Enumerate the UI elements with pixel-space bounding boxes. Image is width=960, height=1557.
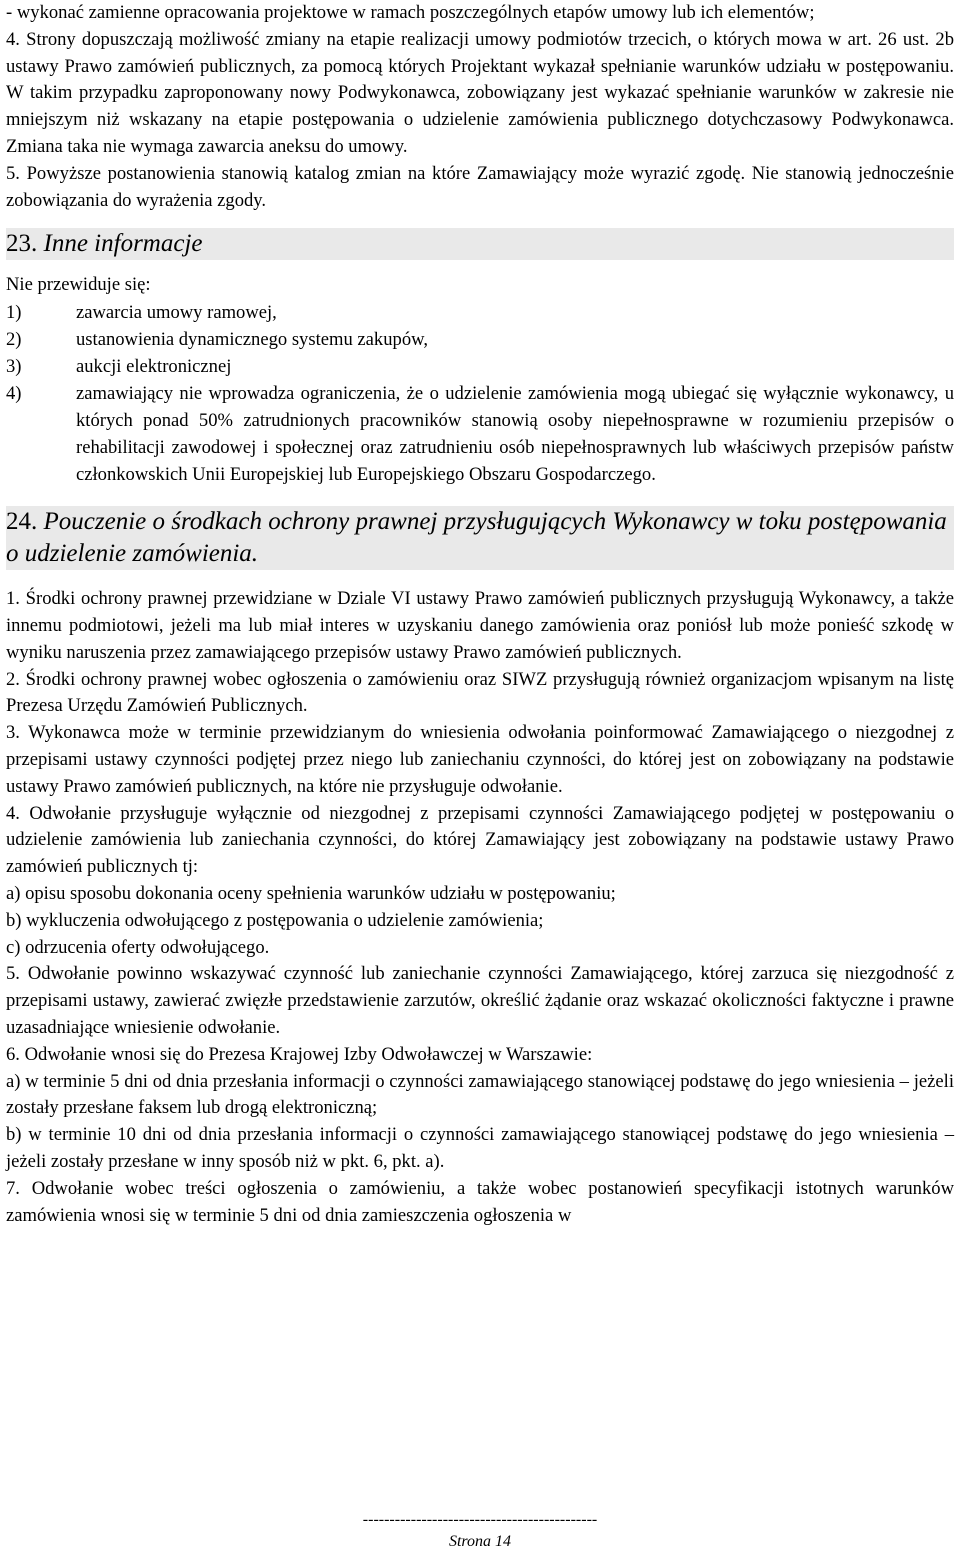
list-item — [6, 353, 954, 380]
paragraph: 5. Powyższe postanowienia stanowią katalog zmian na które Zamawiający może wyrazić zgodę. Nie stanowią jednocześnie zobowiązania do wyrażenia zgody. — [6, 162, 954, 211]
section-title: Inne informacje — [43, 230, 203, 258]
list-item — [6, 326, 954, 353]
section-heading-24 — [6, 506, 954, 570]
list-item — [6, 299, 954, 326]
paragraph: Nie przewiduje się: — [6, 274, 151, 296]
list-item-text: aukcji elektronicznej — [76, 356, 232, 378]
list-item-text: ustanowienia dynamicznego systemu zakupów, — [76, 329, 428, 351]
paragraph: 2. Środki ochrony prawnej wobec ogłoszenia o zamówieniu oraz SIWZ przysługują również organizacjom wpisanym na listę Prezesa Urzędu Zamówień Publicznych. — [6, 668, 954, 717]
list-marker: 3) — [6, 356, 22, 378]
list-item-text: zawarcia umowy ramowej, — [76, 302, 277, 324]
paragraph: 1. Środki ochrony prawnej przewidziane w Dziale VI ustawy Prawo zamówień publicznych przysługują Wykonawcy, a także innemu podmiotowi, jeżeli ma lub miał interes w uzyskaniu danego zamówienia oraz poniósł lub może ponieść szkodę w wyniku naruszenia przez zamawiającego przepisów ustawy Prawo zamówień publicznych. — [6, 588, 954, 663]
paragraph: a) w terminie 5 dni od dnia przesłania informacji o czynności zamawiającego stanowiącej podstawę do jego wniesienia – jeżeli zostały przesłane faksem lub drogą elektroniczną; — [6, 1070, 954, 1119]
footer-separator: -------------------------------------------- — [362, 1511, 598, 1528]
list-marker: 1) — [6, 302, 22, 324]
paragraph: - wykonać zamienne opracowania projektowe w ramach poszczególnych etapów umowy lub ich elementów; — [6, 2, 815, 23]
list-item — [6, 380, 954, 488]
paragraph: b) wykluczenia odwołującego z postępowania o udzielenie zamówienia; — [6, 909, 544, 931]
paragraph: 4. Odwołanie przysługuje wyłącznie od niezgodnej z przepisami czynności Zamawiającego podjętej w postępowaniu o udzielenie zamówienia lub zaniechania czynności, do której Zamawiający jest zobowiązany na podstawie ustawy Prawo zamówień publicznych tj: — [6, 802, 954, 878]
paragraph: c) odrzucenia oferty odwołującego. — [6, 936, 270, 958]
section-number: 23. — [6, 230, 38, 258]
paragraph: b) w terminie 10 dni od dnia przesłania informacji o czynności zamawiającego stanowiącej podstawę do jego wniesienia – jeżeli zostały przesłane w inny sposób niż w pkt. 6, pkt. a). — [6, 1124, 954, 1172]
paragraph: a) opisu sposobu dokonania oceny spełnienia warunków udziału w postępowaniu; — [6, 882, 616, 904]
section-number: 24. — [6, 508, 38, 536]
paragraph: 6. Odwołanie wnosi się do Prezesa Krajowej Izby Odwoławczej w Warszawie: — [6, 1043, 593, 1065]
paragraph: 7. Odwołanie wobec treści ogłoszenia o zamówieniu, a także wobec postanowień specyfikacji istotnych warunków zamówienia wnosi się w terminie 5 dni od dnia zamieszczenia ogłoszenia w — [6, 1177, 954, 1226]
numbered-list — [6, 299, 954, 488]
paragraph: 5. Odwołanie powinno wskazywać czynność lub zaniechanie czynności Zamawiającego, której zarzuca się niezgodność z przepisami ustawy, zawierać zwięzłe przedstawienie zarzutów, określić żądanie oraz wskazać okoliczności faktyczne i prawne uzasadniające wniesienie odwołanie. — [6, 963, 954, 1038]
document-page — [6, 0, 954, 1229]
section-heading-23 — [6, 228, 954, 260]
page-footer — [0, 1509, 960, 1553]
paragraph: 3. Wykonawca może w terminie przewidzianym do wniesienia odwołania poinformować Zamawiającego o niezgodnej z przepisami ustawy czynności podjętej przez niego lub zaniechaniu czynności, do której jest on zobowiązany na podstawie ustawy Prawo zamówień publicznych, na które nie przysługuje odwołanie. — [6, 722, 954, 797]
page-number: Strona 14 — [448, 1533, 512, 1550]
section-title: Pouczenie o środkach ochrony prawnej przysługujących Wykonawcy w toku postępowania o udzielenie zamówienia. — [6, 508, 947, 568]
list-item-text: zamawiający nie wprowadza ograniczenia, że o udzielenie zamówienia mogą ubiegać się wyłącznie wykonawcy, u których ponad 50% zatrudnionych pracowników stanowią osoby niepełnosprawne w rozumieniu przepisów o rehabilitacji zawodowej i społecznej oraz zatrudnieniu osób niepełnosprawnych lub właściwych przepisów państw członkowskich Unii Europejskiej lub Europejskiego Obszaru Gospodarczego. — [76, 383, 954, 486]
list-marker: 4) — [6, 383, 22, 405]
paragraph: 4. Strony dopuszczają możliwość zmiany na etapie realizacji umowy podmiotów trzecich, o których mowa w art. 26 ust. 2b ustawy Prawo zamówień publicznych, za pomocą których Projektant wykazał spełnianie warunków udziału w postępowaniu. W takim przypadku zaproponowany nowy Podwykonawca, zobowiązany jest wykazać spełnianie warunków w zakresie nie mniejszym niż wskazany na etapie postępowania o udzielenie zamówienia publicznego dotychczasowy Podwykonawca. Zmiana taka nie wymaga zawarcia aneksu do umowy. — [6, 28, 954, 157]
list-marker: 2) — [6, 329, 22, 351]
